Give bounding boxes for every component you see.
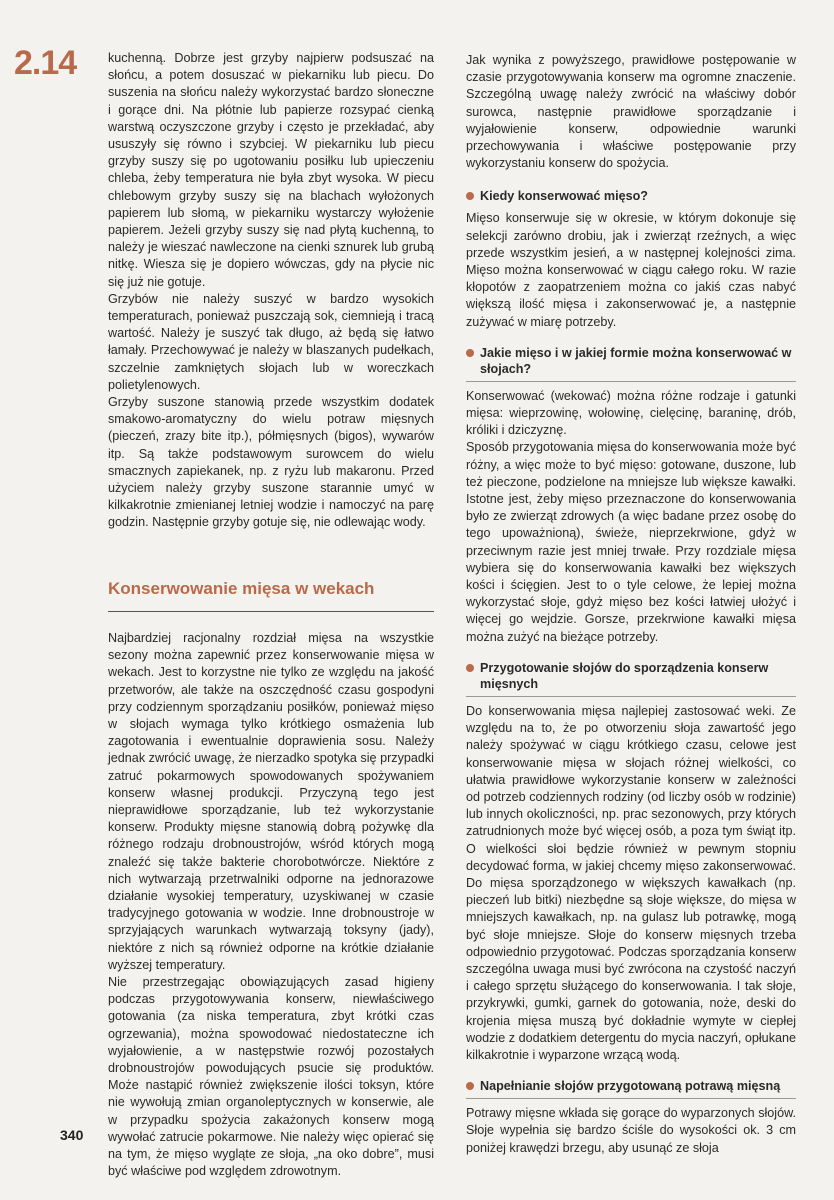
section-spacer xyxy=(108,612,434,630)
paragraph: Sposób przygotowania mięsa do konserwowania może być różny, a więc może to być mięso: gotowane, duszone, lub też pieczone, podzielone na mniejsze lub większe kawałki. Istotne jest, żeby mięso przeznaczone do konserwowania było ze zwierząt zdrowych (a więc badane przez osobę do tego upoważnioną), świeże, nieprzekrwione, gdyż w przeciwnym razie jest mniej trwałe. Przy rozdziale mięsa wybiera się do konserwowania kawałki bez większych kości i ścięgien. Jest to o tyle celowe, że lepiej można wykorzystać słoje, gdyż mięso bez kości łatwiej ułożyć i więcej go wejdzie. Gorsze, przekrwione kawałki mięsa można zużyć na bieżące potrzeby. xyxy=(466,440,796,644)
subheading-text: Jakie mięso i w jakiej formie można konserwować w słojach? xyxy=(480,345,792,376)
subheading-text: Przygotowanie słojów do sporządzenia konserw mięsnych xyxy=(480,660,769,691)
paragraph: kuchenną. Dobrze jest grzyby najpierw podsuszać na słońcu, a potem dosuszać w piekarniku lub piecu. Do suszenia na słońcu należy wykorzystać bardzo słoneczne i gorące dni. Na płótnie lub papierze rozsypać cienką warstwą oczyszczone grzyby i często je przekładać, aby ususzyły się równo i szybciej. W piekarniku lub piecu grzyby suszy się po ugotowaniu posiłku lub upieczeniu chleba, żeby temperatura nie była zbyt wysoka. W piecu chlebowym grzyby suszy się na blachach wyłożonych papierem lub słomą, w piekarniku wystarczy wyłożenie papierem. Jeżeli grzyby suszy się nad płytą kuchenną, to należy je wieszać nawleczone na cienki sznurek lub grubą nitkę. Wiesza się je dopiero wówczas, gdy na płycie nic się już nie gotuje. xyxy=(108,51,434,289)
paragraph: Potrawy mięsne wkłada się gorące do wyparzonych słojów. Słoje wypełnia się bardzo ściśle do wysokości ok. 3 cm poniżej krawędzi brzegu, aby usunąć ze słoja xyxy=(466,1106,796,1155)
subheading xyxy=(466,1078,796,1099)
subheading xyxy=(466,188,796,204)
chapter-number: 2.14 xyxy=(14,44,77,82)
paragraph: Mięso konserwuje się w okresie, w którym dokonuje się selekcji zarówno drobiu, jak i zwierząt rzeźnych, a więc przede wszystkim jesień, a w następnej kolejności zima. Mięso można konserwować w ciągu całego roku. W razie kłopotów z zaopatrzeniem można co jakiś czas nabyć większą ilość mięsa i zakonserwować je, a następnie zużywać w miarę potrzeby. xyxy=(466,211,796,329)
left-column xyxy=(108,50,434,1180)
paragraph: Konserwować (wekować) można różne rodzaje i gatunki mięsa: wieprzowinę, wołowinę, cielęcinę, baraninę, drób, króliki i dziczyznę. xyxy=(466,388,796,438)
subheading xyxy=(466,345,796,382)
bullet-dot-icon xyxy=(466,1082,474,1090)
bullet-dot-icon xyxy=(466,192,474,200)
right-column xyxy=(466,52,796,1157)
paragraph: Jak wynika z powyższego, prawidłowe postępowanie w czasie przygotowywania konserw ma ogromne znaczenie. Szczególną uwagę należy zwrócić na właściwy dobór surowca, następnie prawidłowe sporządzanie i wyjałowienie konserw, odpowiednie warunki przechowywania i właściwe postępowanie przy wykorzystaniu konserw do spożycia. xyxy=(466,53,796,171)
subheading-text: Napełnianie słojów przygotowaną potrawą mięsną xyxy=(480,1079,781,1094)
paragraph: Do konserwowania mięsa najlepiej zastosować weki. Ze względu na to, że po otworzeniu słoja zawartość jego należy spożywać w ciągu krótkiego czasu, celowe jest konserwowanie mięsa w słojach różnej wielkości, co ułatwia prawidłowe wykorzystanie konserw w zależności od potrzeb codziennych rodziny (od liczby osób w rodzinie) lub innych okoliczności, np. prac sezonowych, przy których zatrudnionych może być więcej osób, a poza tym świąt itp. O wielkości słoi będzie również w pewnym stopniu decydować forma, w jakiej chcemy mięso zakonserwować. Do mięsa sporządzonego w większych kawałkach (np. pieczeń lub bitki) niezbędne są słoje większe, do mięsa w mniejszych kawałkach, np. na gulasz lub potrawkę, mogą być słoje mniejsze. Słoje do konserw mięsnych trzeba odpowiednio przygotować. Podczas sporządzania konserw szczególna uwaga musi być zwrócona na czystość naczyń i całego sprzętu służącego do konserwowania. I tak słoje, przykrywki, gumki, garnek do gotowania, noże, deski do krojenia mięsa muszą być dokładnie wymyte w ciepłej wodzie z dodatkiem detergentu do mycia naczyń, opłukane kilkakrotnie i wyparzone wrzącą wodą. xyxy=(466,703,796,1062)
paragraph: Grzybów nie należy suszyć w bardzo wysokich temperaturach, ponieważ puszczają sok, ciemnieją i tracą wartość. Należy je suszyć tak długo, aż będą się łatwo łamały. Przechowywać je należy w blaszanych pudełkach, szczelnie zamkniętych słojach lub w woreczkach polietylenowych. xyxy=(108,291,434,392)
paragraph: Najbardziej racjonalny rozdział mięsa na wszystkie sezony można zapewnić przez konserwowanie mięsa w wekach. Jest to korzystne nie tylko ze względu na jakość przetworów, ale także na oszczędność czasu gospodyni przy codziennym sporządzaniu posiłków, ponieważ mięso w słojach wymaga tylko krótkiego osmażenia lub zagotowania i ewentualnie doprawienia sosu. Należy jednak zwrócić uwagę, że nierzadko spotyka się przypadki zatruć pokarmowych spowodowanych spożywaniem konserw własnej produkcji. Przyczyną tego jest nieprawidłowe sporządzanie, lub też wykorzystanie konserw. Produkty mięsne stanowią dobrą pożywkę dla różnego rodzaju drobnoustrojów, wśród których mogą znaleźć się także bakterie chorobotwórcze. Niektóre z nich wytwarzają przetrwalniki odporne na jednorazowe działanie wysokiej temperatury, uzyskiwanej w czasie tradycyjnego gotowania w wodzie. Inne drobnoustroje w sprzyjających warunkach wytwarzają toksyny (jady), niektóre z nich są również odporne na krótkie działanie wyższej temperatury. xyxy=(108,630,434,972)
subheading xyxy=(466,660,796,697)
subheading-text: Kiedy konserwować mięso? xyxy=(480,189,648,204)
page-number: 340 xyxy=(60,1127,84,1143)
bullet-dot-icon xyxy=(466,349,474,357)
paragraph: Grzyby suszone stanowią przede wszystkim dodatek smakowo-aromatyczny do wielu potraw mięsnych (pieczeń, zrazy bite itp.), półmięsnych (bigos), wywarów itp. Są także podstawowym surowcem do wielu smacznych zapiekanek, np. z ryżu lub makaronu. Przed użyciem należy grzyby suszone starannie umyć w kilkakrotnie zmienianej letniej wodzie i namoczyć na parę godzin. Następnie grzyby gotuje się, nie odlewając wody. xyxy=(108,395,434,530)
section-title: Konserwowanie mięsa w wekach xyxy=(108,580,434,612)
bullet-dot-icon xyxy=(466,664,474,672)
paragraph: Nie przestrzegając obowiązujących zasad higieny podczas przygotowywania konserw, niewłaściwego gotowania (za niska temperatura, zbyt krótki czas ogrzewania), można spowodować niedostateczne ich wyjałowienie, a w następstwie rozwój pozostałych drobnoustrojów powodujących psucie się produktów. Może nastąpić również zwiększenie ilości toksyn, które nie wywołują zmian organoleptycznych w konserwie, ale w przypadku spożycia zakażonych konserw mogą wywołać zatrucie pokarmowe. Nie należy więc opierać się na tym, że mięso wygląte ze słoja, „na oko dobre”, musi być właściwe pod względem zdrowotnym. xyxy=(108,974,434,1179)
